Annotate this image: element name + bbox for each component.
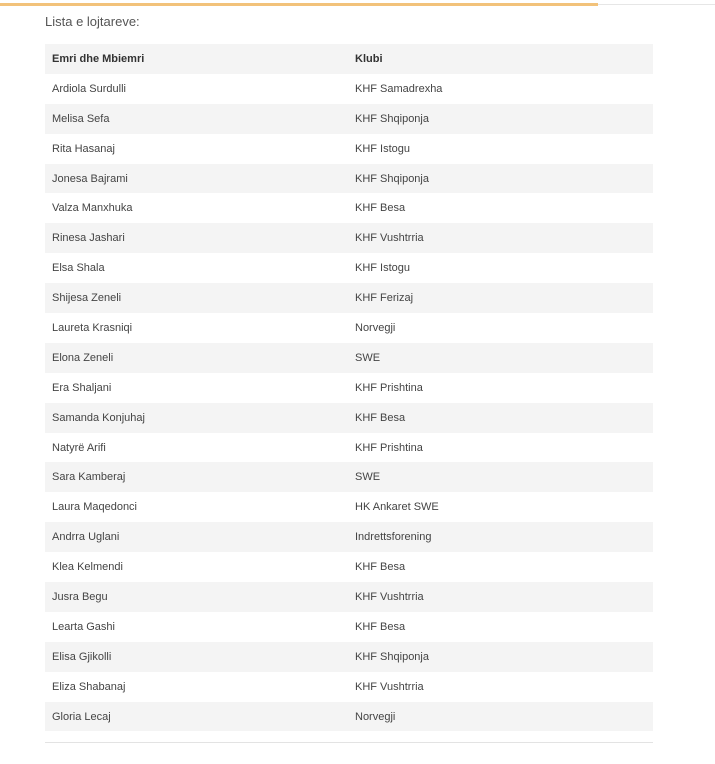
player-name-cell: Melisa Sefa — [52, 112, 110, 125]
player-name-cell: Learta Gashi — [52, 620, 115, 633]
player-name-cell: Rita Hasanaj — [52, 142, 115, 155]
player-name-cell: Ardiola Surdulli — [52, 82, 126, 95]
club-cell: KHF Prishtina — [355, 381, 423, 394]
club-cell: Indrettsforening — [355, 531, 432, 544]
table-row — [45, 193, 653, 223]
player-name-cell: Elisa Gjikolli — [52, 650, 112, 663]
player-name-cell: Rinesa Jashari — [52, 232, 125, 245]
table-row — [45, 462, 653, 492]
club-cell: Norvegji — [355, 321, 396, 334]
club-cell: KHF Vushtrria — [355, 680, 424, 693]
player-name-cell: Elona Zeneli — [52, 351, 114, 364]
player-name-cell: Jusra Begu — [52, 590, 108, 603]
club-cell: KHF Istogu — [355, 142, 411, 155]
table-row — [45, 283, 653, 313]
table-row — [45, 702, 653, 732]
table-row — [45, 373, 653, 403]
club-cell: SWE — [355, 471, 381, 484]
table-row — [45, 642, 653, 672]
table-body — [45, 74, 653, 732]
club-cell: KHF Ferizaj — [355, 292, 414, 305]
club-cell: KHF Besa — [355, 561, 406, 574]
table-row — [45, 552, 653, 582]
header-club: Klubi — [355, 52, 383, 65]
table-row — [45, 164, 653, 194]
club-cell: KHF Shqiponja — [355, 172, 429, 185]
players-table — [45, 44, 653, 731]
club-cell: KHF Prishtina — [355, 441, 423, 454]
player-name-cell: Elsa Shala — [52, 262, 105, 275]
player-name-cell: Sara Kamberaj — [52, 471, 126, 484]
club-cell: HK Ankaret SWE — [355, 501, 439, 514]
player-name-cell: Valza Manxhuka — [52, 202, 133, 215]
club-cell: KHF Shqiponja — [355, 650, 429, 663]
table-header-row — [45, 44, 653, 74]
club-cell: KHF Besa — [355, 202, 406, 215]
player-name-cell: Shijesa Zeneli — [52, 292, 122, 305]
table-row — [45, 223, 653, 253]
club-cell: SWE — [355, 351, 381, 364]
club-cell: KHF Istogu — [355, 262, 411, 275]
table-row — [45, 433, 653, 463]
table-row — [45, 313, 653, 343]
club-cell: KHF Besa — [355, 411, 406, 424]
player-name-cell: Gloria Lecaj — [52, 710, 111, 723]
club-cell: KHF Vushtrria — [355, 232, 424, 245]
header-name: Emri dhe Mbiemri — [52, 52, 145, 65]
table-row — [45, 74, 653, 104]
top-accent-bar — [0, 3, 598, 6]
player-name-cell: Era Shaljani — [52, 381, 112, 394]
player-name-cell: Eliza Shabanaj — [52, 680, 126, 693]
club-cell: KHF Samadrexha — [355, 82, 443, 95]
table-row — [45, 612, 653, 642]
table-row — [45, 492, 653, 522]
club-cell: KHF Vushtrria — [355, 590, 424, 603]
player-name-cell: Jonesa Bajrami — [52, 172, 128, 185]
table-row — [45, 343, 653, 373]
table-row — [45, 253, 653, 283]
table-row — [45, 582, 653, 612]
player-name-cell: Laura Maqedonci — [52, 501, 138, 514]
player-name-cell: Natyrë Arifi — [52, 441, 106, 454]
bottom-divider — [45, 742, 653, 743]
club-cell: KHF Besa — [355, 620, 406, 633]
table-row — [45, 403, 653, 433]
player-name-cell: Andrra Uglani — [52, 531, 120, 544]
intro-text: Lista e lojtareve: — [45, 14, 140, 29]
table-row — [45, 522, 653, 552]
table-row — [45, 104, 653, 134]
club-cell: KHF Shqiponja — [355, 112, 429, 125]
table-row — [45, 672, 653, 702]
player-name-cell: Klea Kelmendi — [52, 561, 123, 574]
table-row — [45, 134, 653, 164]
player-name-cell: Laureta Krasniqi — [52, 321, 133, 334]
player-name-cell: Samanda Konjuhaj — [52, 411, 145, 424]
club-cell: Norvegji — [355, 710, 396, 723]
